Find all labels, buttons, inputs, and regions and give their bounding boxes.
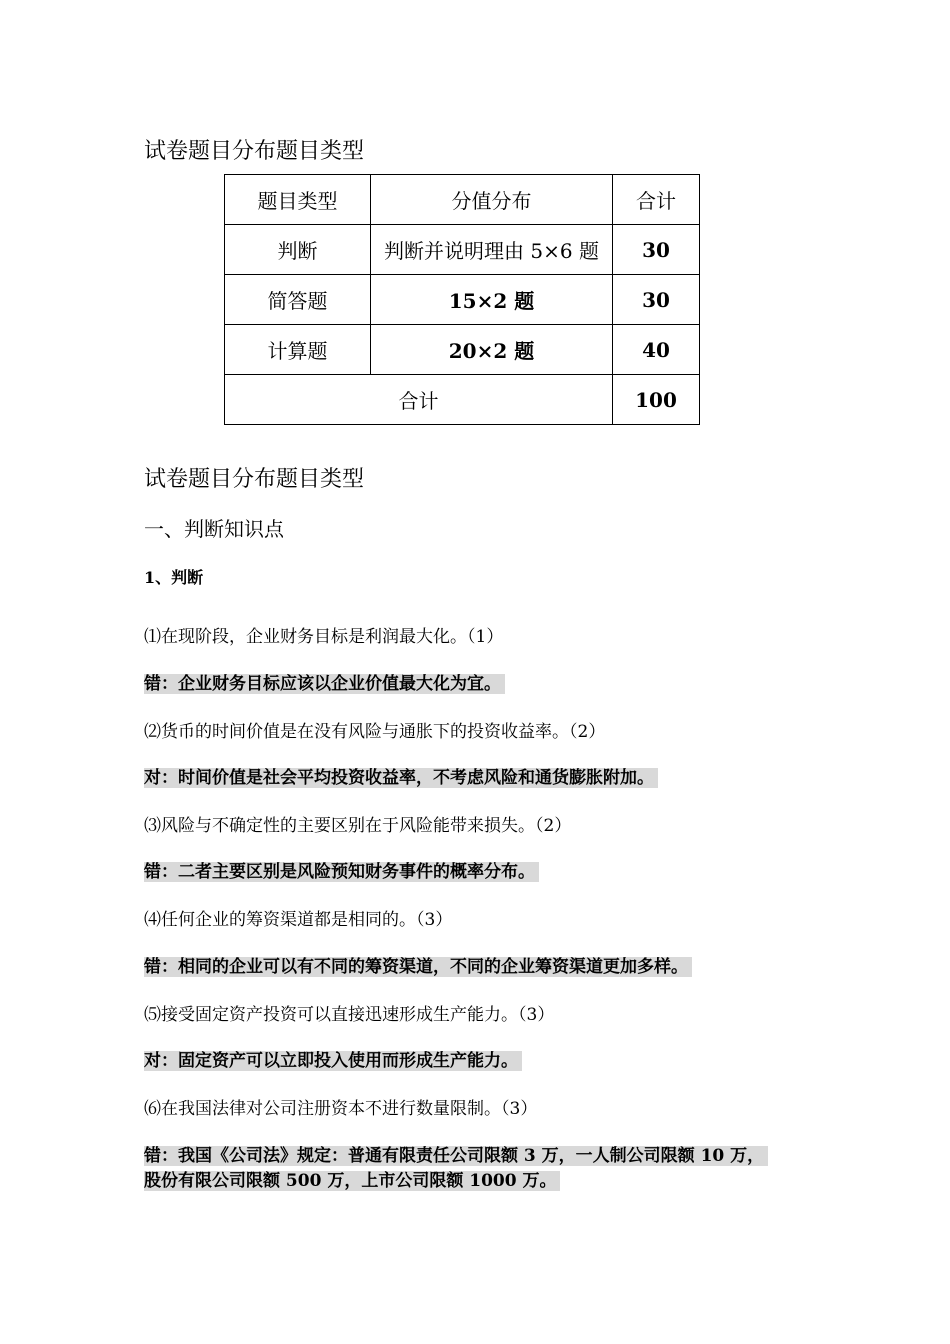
subsection-title: 1、判断	[144, 568, 204, 587]
table-total-row	[225, 375, 700, 425]
answer-item	[144, 766, 658, 791]
table-cell-type: 简答题	[225, 275, 371, 325]
question-item: ⑴在现阶段，企业财务目标是利润最大化。（1）	[144, 627, 504, 647]
answer-text-line1: 错：我国《公司法》规定：普通有限责任公司限额 3 万，一人制公司限额 10 万，	[144, 1146, 768, 1166]
answer-item	[144, 672, 505, 697]
table-row	[225, 275, 700, 325]
question-item: ⑹在我国法律对公司注册资本不进行数量限制。（3）	[144, 1099, 538, 1119]
question-item: ⑶风险与不确定性的主要区别在于风险能带来损失。（2）	[144, 816, 572, 836]
table-header-cell: 合计	[613, 175, 700, 225]
table-total-value: 100	[613, 375, 700, 425]
table-cell-type: 判断	[225, 225, 371, 275]
answer-item	[144, 1169, 560, 1194]
answer-item	[144, 955, 692, 980]
answer-item	[144, 860, 539, 885]
table-cell-type: 计算题	[225, 325, 371, 375]
answer-text: 对：时间价值是社会平均投资收益率，不考虑风险和通货膨胀附加。	[144, 768, 658, 788]
table-cell-total: 40	[613, 325, 700, 375]
section-heading: 试卷题目分布题目类型	[144, 467, 365, 492]
answer-text: 对：固定资产可以立即投入使用而形成生产能力。	[144, 1051, 522, 1071]
question-item: ⑷任何企业的筹资渠道都是相同的。（3）	[144, 910, 453, 930]
table-cell-total: 30	[613, 225, 700, 275]
table-header-row	[225, 175, 700, 225]
table-row	[225, 325, 700, 375]
question-item: ⑸接受固定资产投资可以直接迅速形成生产能力。（3）	[144, 1005, 555, 1025]
table-header-cell: 题目类型	[225, 175, 371, 225]
page-title: 试卷题目分布题目类型	[144, 139, 365, 164]
answer-item	[144, 1144, 768, 1169]
answer-text-line2: 股份有限公司限额 500 万，上市公司限额 1000 万。	[144, 1171, 560, 1191]
score-distribution-table	[224, 174, 700, 425]
question-item: ⑵货币的时间价值是在没有风险与通胀下的投资收益率。（2）	[144, 722, 606, 742]
table-row	[225, 225, 700, 275]
table-header-cell: 分值分布	[371, 175, 613, 225]
table-total-label: 合计	[225, 375, 613, 425]
table-cell-total: 30	[613, 275, 700, 325]
table-cell-score: 判断并说明理由 5×6 题	[371, 225, 613, 275]
table-cell-score: 15×2 题	[371, 275, 613, 325]
answer-text: 错：二者主要区别是风险预知财务事件的概率分布。	[144, 862, 539, 882]
section-title: 一、判断知识点	[144, 517, 284, 541]
table-cell-score: 20×2 题	[371, 325, 613, 375]
answer-item	[144, 1049, 522, 1074]
answer-text: 错：企业财务目标应该以企业价值最大化为宜。	[144, 674, 505, 694]
answer-text: 错：相同的企业可以有不同的筹资渠道，不同的企业筹资渠道更加多样。	[144, 957, 692, 977]
